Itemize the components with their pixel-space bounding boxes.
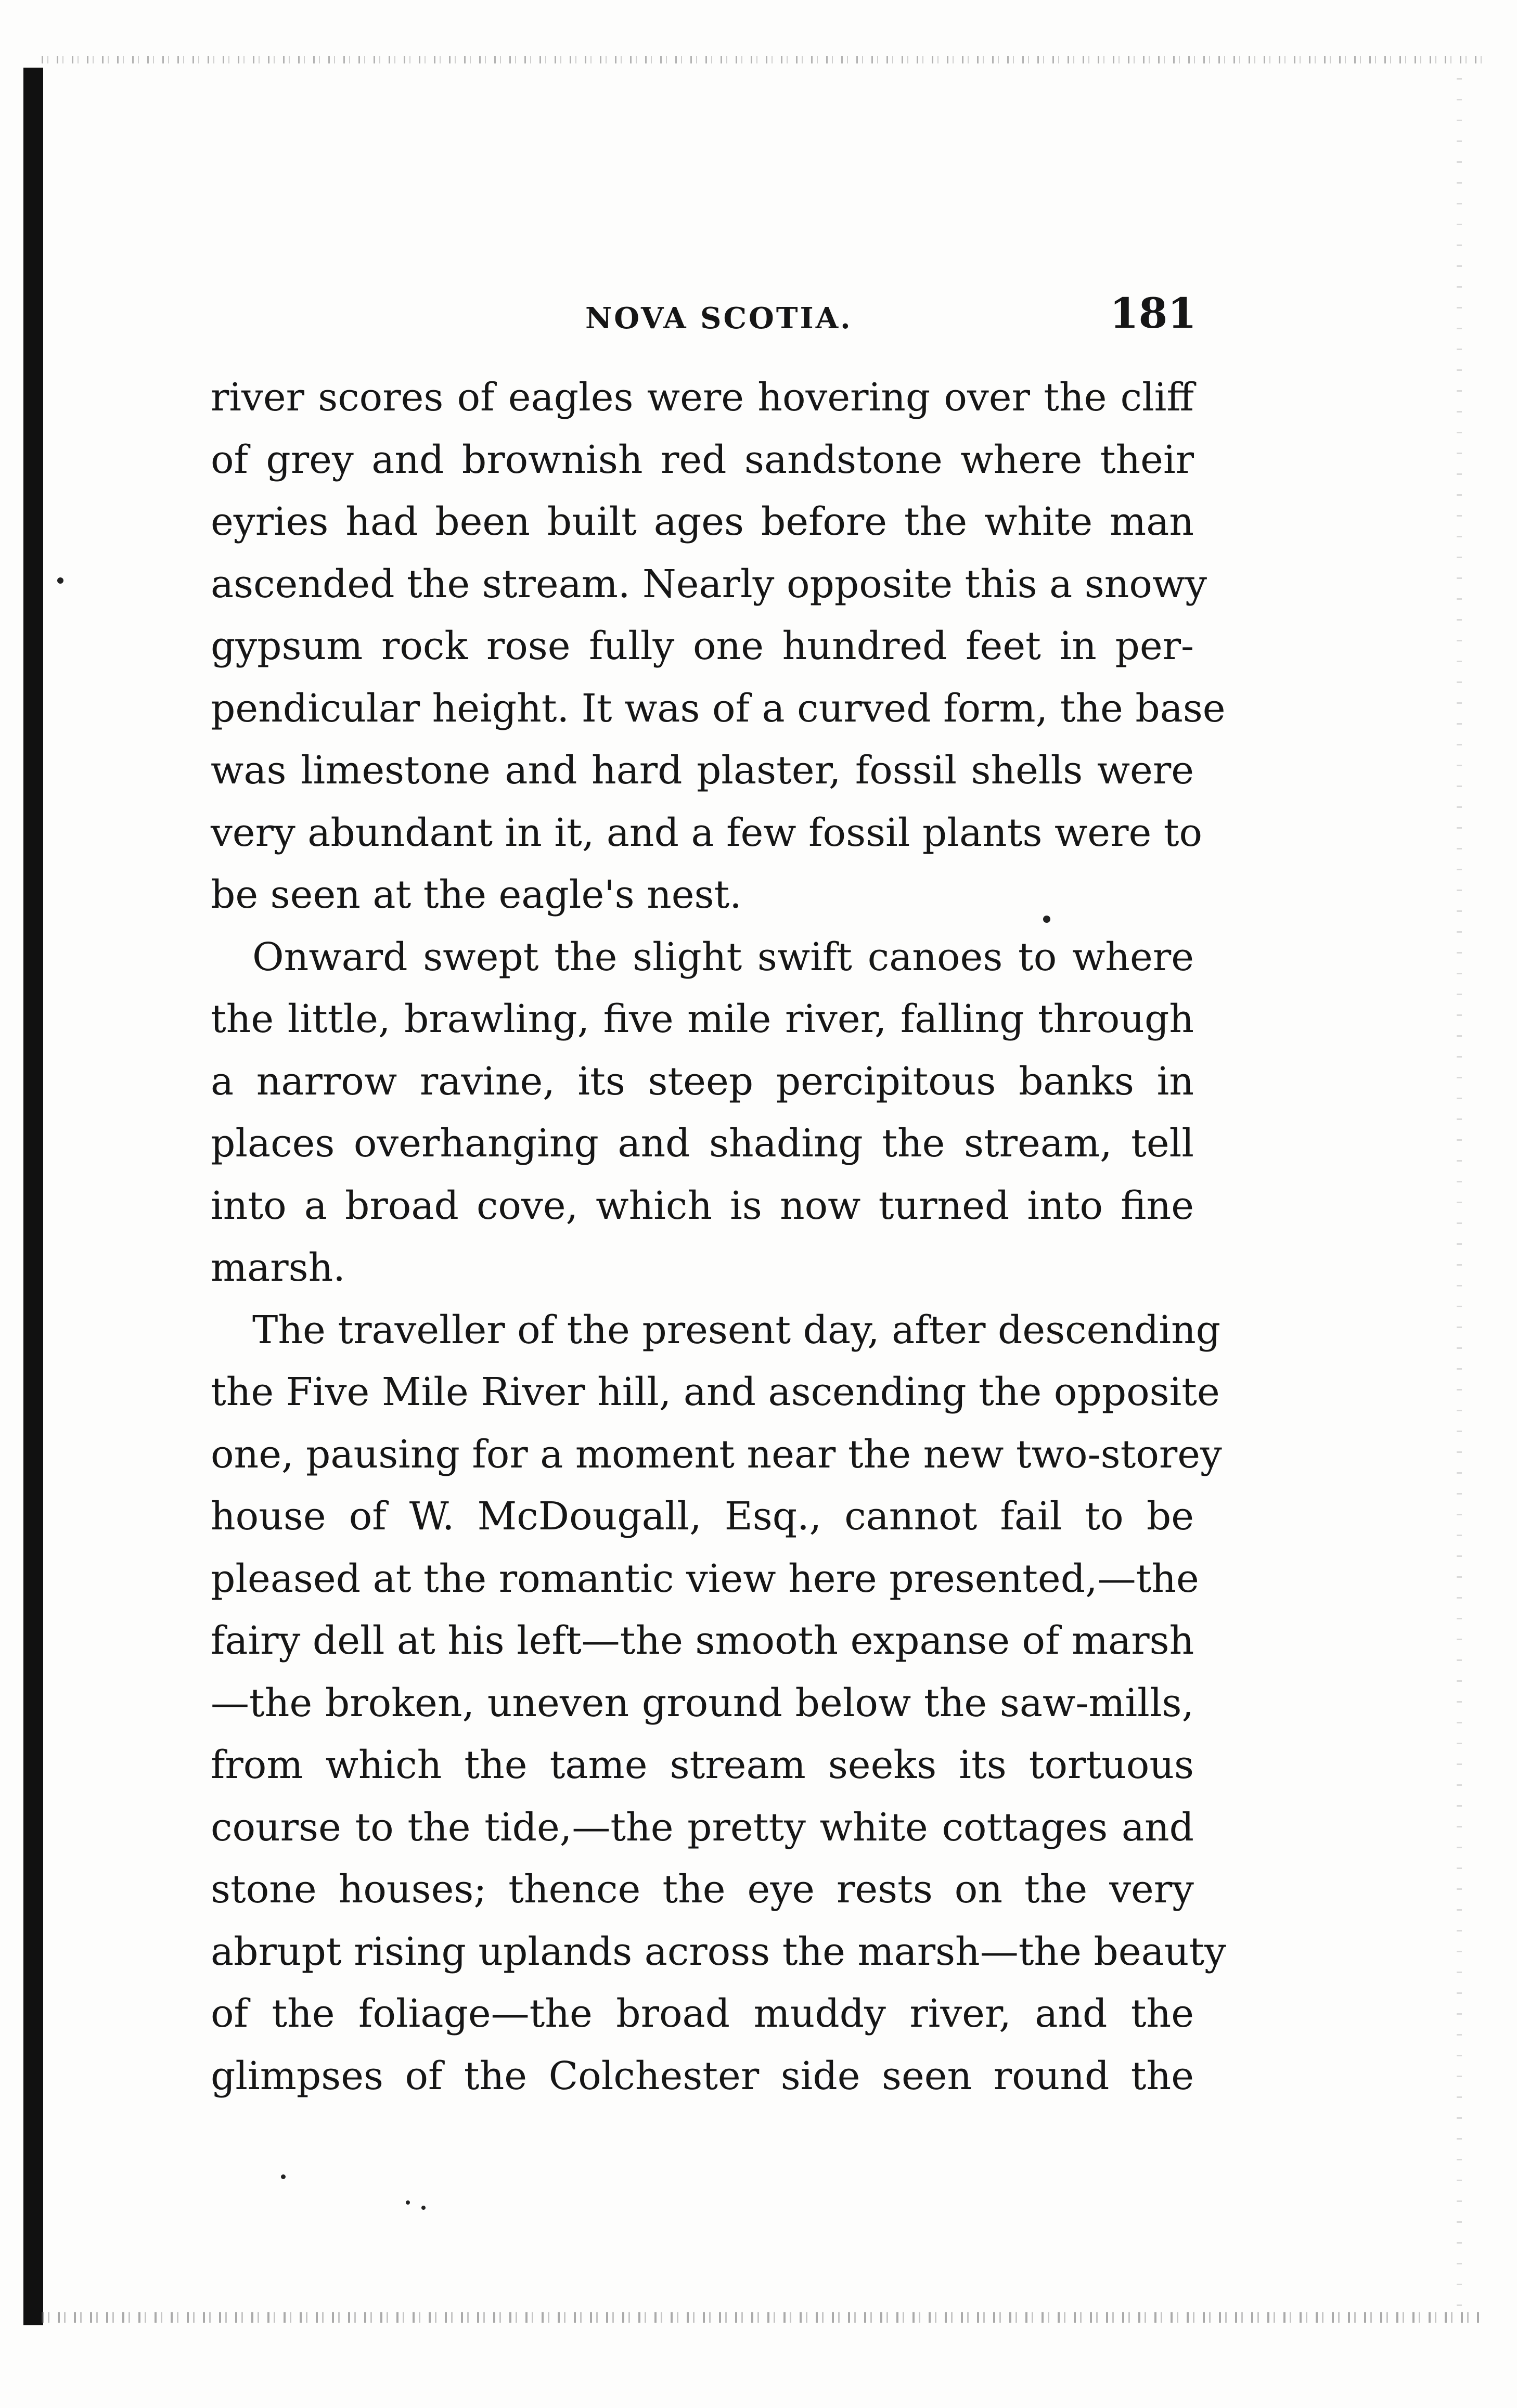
page-header bbox=[208, 278, 1197, 341]
text-line: very abundant in it, and a few fossil plants were to bbox=[211, 810, 1203, 855]
text-line: was limestone and hard plaster, fossil shells were bbox=[211, 748, 1194, 793]
text-line: eyries had been built ages before the white man bbox=[211, 499, 1194, 544]
text-line: fairy dell at his left—the smooth expanse of marsh bbox=[211, 1618, 1194, 1663]
text-line: a narrow ravine, its steep percipitous banks in bbox=[211, 1059, 1194, 1104]
paragraph-first-line: Onward swept the slight swift canoes to where bbox=[252, 934, 1194, 980]
text-line: of grey and brownish red sandstone where their bbox=[211, 437, 1194, 482]
page-number: 181 bbox=[1110, 289, 1197, 338]
text-line: glimpses of the Colchester side seen round the bbox=[211, 2053, 1194, 2098]
text-line: from which the tame stream seeks its tortuous bbox=[211, 1743, 1194, 1787]
text-line: be seen at the eagle's nest. bbox=[211, 872, 742, 917]
text-line: one, pausing for a moment near the new two-storey bbox=[211, 1432, 1222, 1477]
text-line: marsh. bbox=[211, 1245, 345, 1290]
ink-speck bbox=[281, 2174, 286, 2179]
text-line: of the foliage—the broad muddy river, and the bbox=[211, 1991, 1194, 2036]
scan-border-bottom bbox=[42, 2312, 1483, 2323]
paragraph-first-line: The traveller of the present day, after descending bbox=[252, 1307, 1221, 1353]
text-line: places overhanging and shading the stream, tell bbox=[211, 1121, 1194, 1166]
text-line: pendicular height. It was of a curved form, the base bbox=[211, 686, 1226, 731]
text-line: course to the tide,—the pretty white cottages and bbox=[211, 1805, 1194, 1850]
text-line: gypsum rock rose fully one hundred feet in per- bbox=[211, 624, 1194, 668]
scan-border-top bbox=[42, 56, 1483, 63]
ink-speck bbox=[421, 2206, 426, 2210]
body-text bbox=[211, 367, 1226, 2107]
ink-speck bbox=[1043, 916, 1050, 923]
text-line: ascended the stream. Nearly opposite this a snowy bbox=[211, 561, 1207, 607]
ink-speck bbox=[406, 2200, 410, 2205]
text-line: —the broken, uneven ground below the saw-mills, bbox=[211, 1680, 1194, 1725]
ink-speck bbox=[57, 577, 63, 584]
text-line: into a broad cove, which is now turned into fine bbox=[211, 1183, 1194, 1228]
text-line: the Five Mile River hill, and ascending the opposite bbox=[211, 1370, 1220, 1414]
binding-edge bbox=[23, 68, 43, 2325]
text-line: river scores of eagles were hovering over the cliff bbox=[211, 375, 1194, 420]
text-line: pleased at the romantic view here presented,—the bbox=[211, 1556, 1199, 1601]
running-head: NOVA SCOTIA. bbox=[585, 301, 853, 336]
scan-border-right bbox=[1457, 78, 1462, 2315]
text-line: abrupt rising uplands across the marsh—the beauty bbox=[211, 1929, 1226, 1974]
text-line: stone houses; thence the eye rests on the very bbox=[211, 1867, 1194, 1912]
text-line: house of W. McDougall, Esq., cannot fail to be bbox=[211, 1494, 1194, 1539]
text-line: the little, brawling, five mile river, falling through bbox=[211, 997, 1194, 1041]
